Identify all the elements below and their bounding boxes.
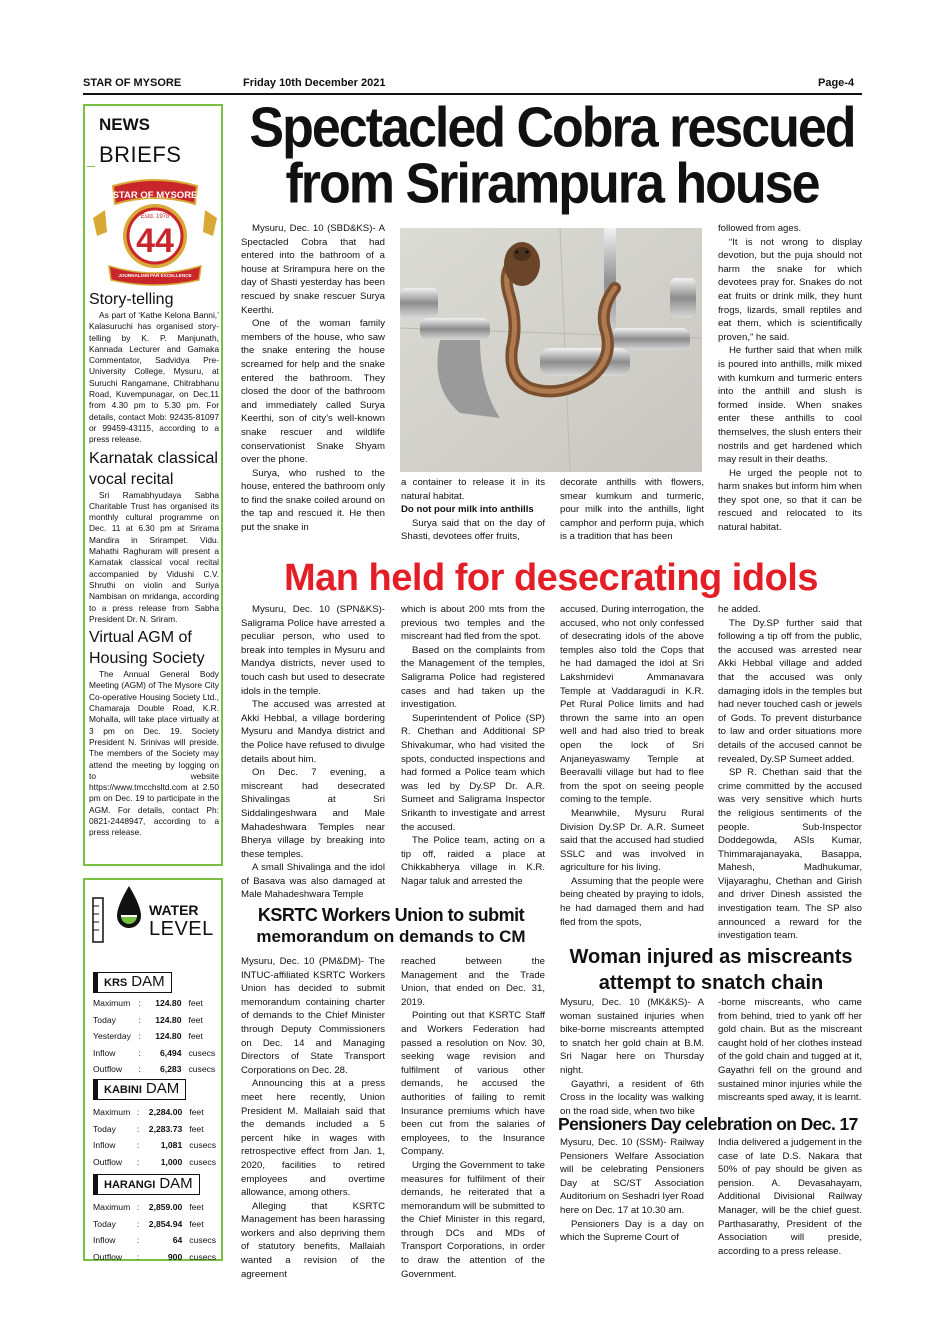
table-row: Yesterday : 124.80 feet [93, 1031, 203, 1041]
table-row: Outflow : 6,283 cusecs [93, 1064, 216, 1074]
table-row: Maximum : 124.80 feet [93, 998, 203, 1008]
harangi-dam-table [91, 1198, 221, 1266]
brief-heading: Karnatak classical vocal recital [89, 449, 218, 488]
idols-col-1: Mysuru, Dec. 10 (SPN&KS)- Saligrama Police have arrested a peculiar person, who used to break into temples in Mysuru and Mandya districts, never used to touch cash but used to desecrate idols in the temple. The accused was arrested at Akki Hebbal, a village bordering Mysuru and Mandya district and the Police have refused to divulge details about him. On Dec. 7 evening, a miscreant had desecrated Shivalingas at Sri Siddalingeshwara and Male Mahadeshwara Temples near Bherya village by breaking into these temples. A small Shivalinga and the idol of Basava was also damaged at Male Mahadeshwara Temple [241, 604, 385, 901]
table-row: Maximum : 2,859.00 feet [93, 1202, 204, 1212]
pensioners-col-1: Mysuru, Dec. 10 (SSM)- Railway Pensioners Welfare Association will be celebrating Pensioners Day at SC/ST Association Auditorium on Seshadri Iyer Road here on Dec. 17 at 10.30 am. Pensioners Day is a day on which the Supreme Court of [560, 1137, 704, 1244]
cobra-col-3: decorate anthills with flowers, smear kumkum and turmeric, pour milk into the anthills, light camphor and perform puja, which is a tradition that has been [560, 477, 704, 543]
water-level-box [83, 878, 223, 1261]
water-level-title-top: WATER [149, 902, 199, 918]
issue-date: Friday 10th December 2021 [243, 77, 386, 89]
cobra-headline: Spectacled Cobra rescued from Srirampura house [249, 96, 855, 216]
brief-item [89, 627, 219, 838]
woman-col-2: -borne miscreants, who came from behind, tried to yank off her gold chain. But as the miscreant caught hold of her clothes instead of the gold chain and tugged at it, Gayathri fell on the ground and sustained minor injuries while the miscreants sped away, it is learnt. [718, 997, 862, 1104]
news-briefs-title-bottom: BRIEFS [99, 142, 182, 167]
svg-text:Estd. 1978: Estd. 1978 [140, 214, 170, 220]
idols-col-2: which is about 200 mts from the previous two temples and the miscreant had fled from the spot. Based on the complaints from the Management of the temples, Saligrama Police had registered cases and had taken up the investigation. Superintendent of Police (SP) R. Chethan and Additional SP Shivakumar, who had visited the spots, conducted inspections and had formed a Police team which was led by Dy.SP Dr. A.R. Sumeet and Saligrama Inspector Srikanth to investigate and arrest the accused. The Police team, acting on a tip off, raided a place at Chikkabherya village in K.R. Nagar taluk and arrested the [401, 604, 545, 887]
table-row: Outflow : 900 cusecs [93, 1251, 216, 1262]
krs-dam-table [91, 994, 221, 1079]
pensioners-headline: Pensioners Day celebration on Dec. 17 [558, 1114, 858, 1134]
star-of-mysore-44-logo [91, 180, 219, 290]
news-briefs-title-top: NEWS [99, 115, 150, 134]
news-briefs-box [83, 104, 223, 866]
table-row: Inflow : 6,494 cusecs [93, 1047, 216, 1058]
briefs-list [89, 289, 219, 839]
table-row: Inflow : 64 cusecs [93, 1235, 216, 1245]
brief-body: Sri Ramabhyudaya Sabha Charitable Trust has organised its monthly cultural programme on Dec. 11 at 6.30 pm at Srirama Mandira in Srirampet. Vidu. Mahathi Raghuram will present a Karnatak classical vocal recital accompanied by Vidushi C.V. Shruthi on violin and Suriya Nambisan on mridanga, according to a press release from Sabha President Dr. N. Sriram. [89, 489, 219, 624]
brief-item [89, 448, 219, 626]
kabini-dam-label: KABINI DAM [93, 1079, 186, 1100]
svg-text:JOURNALISM PAR EXCELLENCE: JOURNALISM PAR EXCELLENCE [118, 273, 192, 278]
water-drop-icon [91, 884, 147, 944]
page-number: Page-4 [818, 77, 855, 89]
table-row: Maximum : 2,284.00 feet [93, 1107, 204, 1117]
header-rule [83, 93, 862, 95]
woman-col-1: Mysuru, Dec. 10 (MK&KS)- A woman sustained injuries when bike-borne miscreants attempted to snatch her gold chain at B.M. Sri Nagar here on Thursday night. Gayathri, a resident of 6th Cross in the locality was walking on the road side, when two bike [560, 997, 704, 1117]
krs-dam-label: KRS DAM [93, 972, 172, 993]
ksrtc-headline: KSRTC Workers Union to submit memorandum on demands to CM [256, 905, 526, 946]
idols-col-4: he added. The Dy.SP further said that following a tip off from the public, the accused was arrested near Akki Hebbal village and added that the accused was only damaging idols in the temples but had never touched cash or jewels of Gods. To prevent disturbance to law and order situations more details of the accused cannot be revealed, Dy.SP Sumeet added. SP R. Chethan said that the crime committed by the accused was very sensitive which hurts the religious sentiments of the people. Sub-Inspector Doddegowda, ASIs Kumar, Thimmarajanayaka, Basappa, Mahesh, Madhukumar, Vijayaraghu, Chethan and Girish and driver Dinesh assisted the investigation team. The SP also announced a reward for the investigation team. [718, 604, 862, 942]
newspaper-name: STAR OF MYSORE [83, 77, 182, 89]
svg-text:STAR OF MYSORE: STAR OF MYSORE [112, 190, 198, 201]
table-row: Today : 2,283.73 feet [93, 1123, 204, 1134]
table-row: Outflow : 1,000 cusecs [93, 1156, 216, 1167]
cobra-col-2: a container to release it in its natural habitat. Do not pour milk into anthills Surya said that on the day of Shasti, devotees offer fruits, [401, 477, 545, 543]
table-row: Inflow : 1,081 cusecs [93, 1140, 216, 1150]
brief-heading: Virtual AGM of Housing Society [89, 629, 205, 668]
brief-body: The Annual General Body Meeting (AGM) of The Mysore City Co-operative Housing Society Ltd., Chamaraja Double Road, K.R. Mohalla, will take place virtually at 3 pm on Dec. 19. Society President N. Srinivas will preside. The members of the Society may attend the meeting by logging on to website https://www.tmcchsltd.com at 2.50 pm on Dec. 19 to participate in the AGM. For details, contact Ph: 0821-2448947, according to a press release. [89, 669, 219, 838]
idols-headline: Man held for desecrating idols [284, 557, 818, 599]
brief-heading: Story-telling [89, 291, 174, 308]
pensioners-col-2: India delivered a judgement in the case of late D.S. Nakara that 50% of pay should be given as pension. A. Devasahayam, Additional Divisional Railway Manager, will be the chief guest. Parthasarathy, President of the Association will preside, according to a press release. [718, 1137, 863, 1257]
woman-headline: Woman injured as miscreants attempt to snatch chain [569, 946, 853, 994]
cobra-photo [400, 228, 702, 472]
brief-item [89, 289, 219, 446]
cobra-col-1: Mysuru, Dec. 10 (SBD&KS)- A Spectacled Cobra that had entered into the bathroom of a house at Srirampura here on the day of Shasti yesterday has been rescued by snake rescuer Surya Keerthi. One of the woman family members of the house, who saw the snake entering the house screamed for help and the snake entered the bathroom. They closed the door of the bathroom and immediately called Surya Keerthi, son of city’s well-known snake rescuer and wildlife conservationist Snake Shyam over the phone. Surya, who rushed to the house, entered the bathroom only to find the snake coiled around on the tap and rescued it. He then put the snake in [241, 223, 386, 534]
harangi-dam-label: HARANGI DAM [93, 1174, 200, 1195]
water-level-title-bottom: LEVEL [149, 918, 214, 940]
ksrtc-col-1: Mysuru, Dec. 10 (PM&DM)- The INTUC-affiliated KSRTC Workers Union has decided to submit memorandum containing charter of demands to the Chief Minister through Deputy Commissioners on Dec. 14 and Managing Directors of State Transport Corporations on Dec. 28. Announcing this at a press meet here recently, Union President M. Mallaiah said that the demands included a 5 percent hike in wages with retrospective effect from Jan. 1, 2020, facilities to retired employees and overtime allowance, among others. Alleging that KSRTC Management has been harassing workers and also depriving them of statutory benefits, Mallaiah wanted a revision of the agreement [241, 956, 385, 1280]
brief-body: As part of ‘Kathe Kelona Banni,’ Kalasuruchi has organised story-telling by K. P. Manjunath, Kannada Lecturer and Gamaka Commentator, Sadvidya Pre-University College, Mysuru, at Suruchi Rangamane, Chitrabhanu Road, Kuvempunagar, on Dec.11 from 4.30 pm to 5.30 pm. For details, contact Mob: 92435-81097 or 99459-43115, according to a press release. [89, 310, 219, 445]
idols-col-3: accused. During interrogation, the accused, who not only confessed of desecrating idols of the above temples also told the Cops that he had damaged the idol at Sri Lakshmidevi Ammanavara Temple at Vaddaragudi in K.R. Pet Rural Police limits and had thrown the same into an open well and had also tried to break open the lock of Sri Anjaneyaswamy Temple at Beeravalli village but had to flee from the spot on seeing people coming to the temple. Meanwhile, Mysuru Rural Division Dy.SP Dr. A.R. Sumeet said that the accused had studied SSLC and was involved in agriculture for his living. Assuming that the people were being cheated by praying to idols, he had damaged them and had fled from the spots, [560, 604, 704, 928]
table-row: Today : 2,854.94 feet [93, 1218, 204, 1229]
svg-text:44: 44 [136, 222, 174, 260]
table-row: Today : 124.80 feet [93, 1014, 203, 1025]
kabini-dam-table [91, 1103, 221, 1171]
cobra-col-4: followed from ages. “It is not wrong to display devotion, but the puja should not harm the snake for which devotees pray for. Snakes do not eat fruits or drink milk, they hunt frogs, lizards, small reptiles and eat them, which is scientifically proven,” he said. He further said that when milk is poured into anthills, milk mixed with kumkum and turmeric enters into the anthill and slush is formed inside. When snakes enter these anthills to cool themselves, the slush enters their nostrils and get hardened which may result in their deaths. He urged the people not to harm snakes but inform him when they spot one, so that it can be rescued and relocated to its natural habitat. [718, 223, 862, 534]
ksrtc-col-2: reached between the Management and the Trade Union, that ended on Dec. 31, 2019. Pointing out that KSRTC Staff and Workers Federation had passed a resolution on Nov. 30, seeking wage revision and fulfilment of various other demands, he accused the authorities of failing to remit Insurance premiums which have been cut from the salaries of employees, to the Insurance Company. Urging the Government to take measures for fulfilment of their demands, he reiterated that a memorandum will be submitted to the Chief Minister in this regard, through DCs and MDs of Transport Corporations, in order to draw the attention of the Government. [401, 956, 545, 1280]
